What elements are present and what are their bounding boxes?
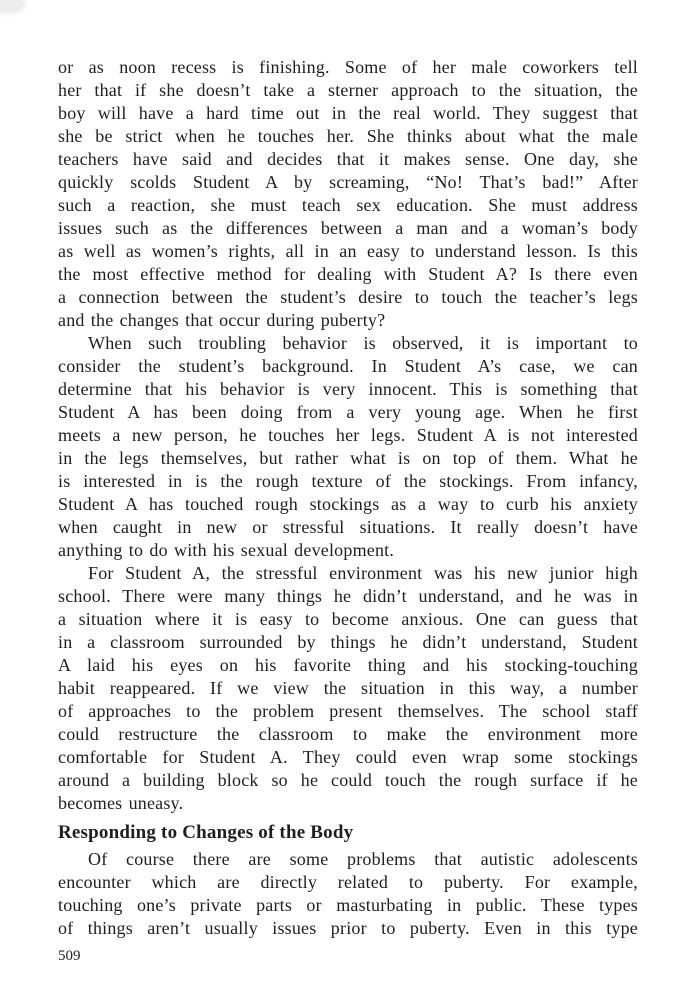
text-line: of approaches to the problem present themselves. The school staff — [58, 701, 638, 721]
text-line: A laid his eyes on his favorite thing and his stocking-touching — [58, 655, 638, 675]
paragraph — [58, 848, 638, 940]
text-line: determine that his behavior is very innocent. This is something that — [58, 379, 638, 399]
text-line: encounter which are directly related to puberty. For example, — [58, 872, 638, 892]
text-line: around a building block so he could touch the rough surface if he — [58, 770, 638, 790]
text-line: in the legs themselves, but rather what is on top of them. What he — [58, 448, 638, 468]
text-line: habit reappeared. If we view the situation in this way, a number — [58, 678, 638, 698]
text-line: Student A has been doing from a very young age. When he first — [58, 402, 638, 422]
text-line: comfortable for Student A. They could even wrap some stockings — [58, 747, 638, 767]
text-line: in a classroom surrounded by things he didn’t understand, Student — [58, 632, 638, 652]
text-line: when caught in new or stressful situations. It really doesn’t have — [58, 517, 638, 537]
text-line: touching one’s private parts or masturbating in public. These types — [58, 895, 638, 915]
page-body — [58, 56, 638, 940]
text-line: as well as women’s rights, all in an easy to understand lesson. Is this — [58, 241, 638, 261]
text-line: quickly scolds Student A by screaming, “No! That’s bad!” After — [58, 172, 638, 192]
text-line: consider the student’s background. In Student A’s case, we can — [58, 356, 638, 376]
text-line: the most effective method for dealing with Student A? Is there even — [58, 264, 638, 284]
text-line: When such troubling behavior is observed, it is important to — [88, 333, 638, 353]
text-line: or as noon recess is finishing. Some of her male coworkers tell — [58, 57, 638, 77]
text-line: and the changes that occur during puberty? — [58, 310, 386, 330]
text-line: such a reaction, she must teach sex education. She must address — [58, 195, 638, 215]
paragraph — [58, 332, 638, 562]
paragraph — [58, 56, 638, 332]
text-line: boy will have a hard time out in the real world. They suggest that — [58, 103, 638, 123]
text-line: her that if she doesn’t take a sterner approach to the situation, the — [58, 80, 638, 100]
text-line: a connection between the student’s desire to touch the teacher’s legs — [58, 287, 638, 307]
page-number: 509 — [58, 948, 81, 964]
text-line: anything to do with his sexual development. — [58, 540, 395, 560]
section-heading: Responding to Changes of the Body — [58, 822, 354, 843]
text-line: a situation where it is easy to become anxious. One can guess that — [58, 609, 638, 629]
text-line: she be strict when he touches her. She thinks about what the male — [58, 126, 638, 146]
text-line: of things aren’t usually issues prior to puberty. Even in this type — [58, 918, 638, 938]
text-line: teachers have said and decides that it makes sense. One day, she — [58, 149, 638, 169]
text-line: could restructure the classroom to make the environment more — [58, 724, 638, 744]
paragraph — [58, 562, 638, 815]
text-line: Student A has touched rough stockings as a way to curb his anxiety — [58, 494, 638, 514]
text-line: is interested in is the rough texture of the stockings. From infancy, — [58, 471, 638, 491]
text-line: becomes uneasy. — [58, 793, 184, 813]
text-line: school. There were many things he didn’t understand, and he was in — [58, 586, 638, 606]
text-line: For Student A, the stressful environment was his new junior high — [88, 563, 638, 583]
text-line: Of course there are some problems that autistic adolescents — [88, 849, 638, 869]
text-line: issues such as the differences between a man and a woman’s body — [58, 218, 638, 238]
scan-artifact — [0, 0, 26, 14]
text-line: meets a new person, he touches her legs. Student A is not interested — [58, 425, 638, 445]
